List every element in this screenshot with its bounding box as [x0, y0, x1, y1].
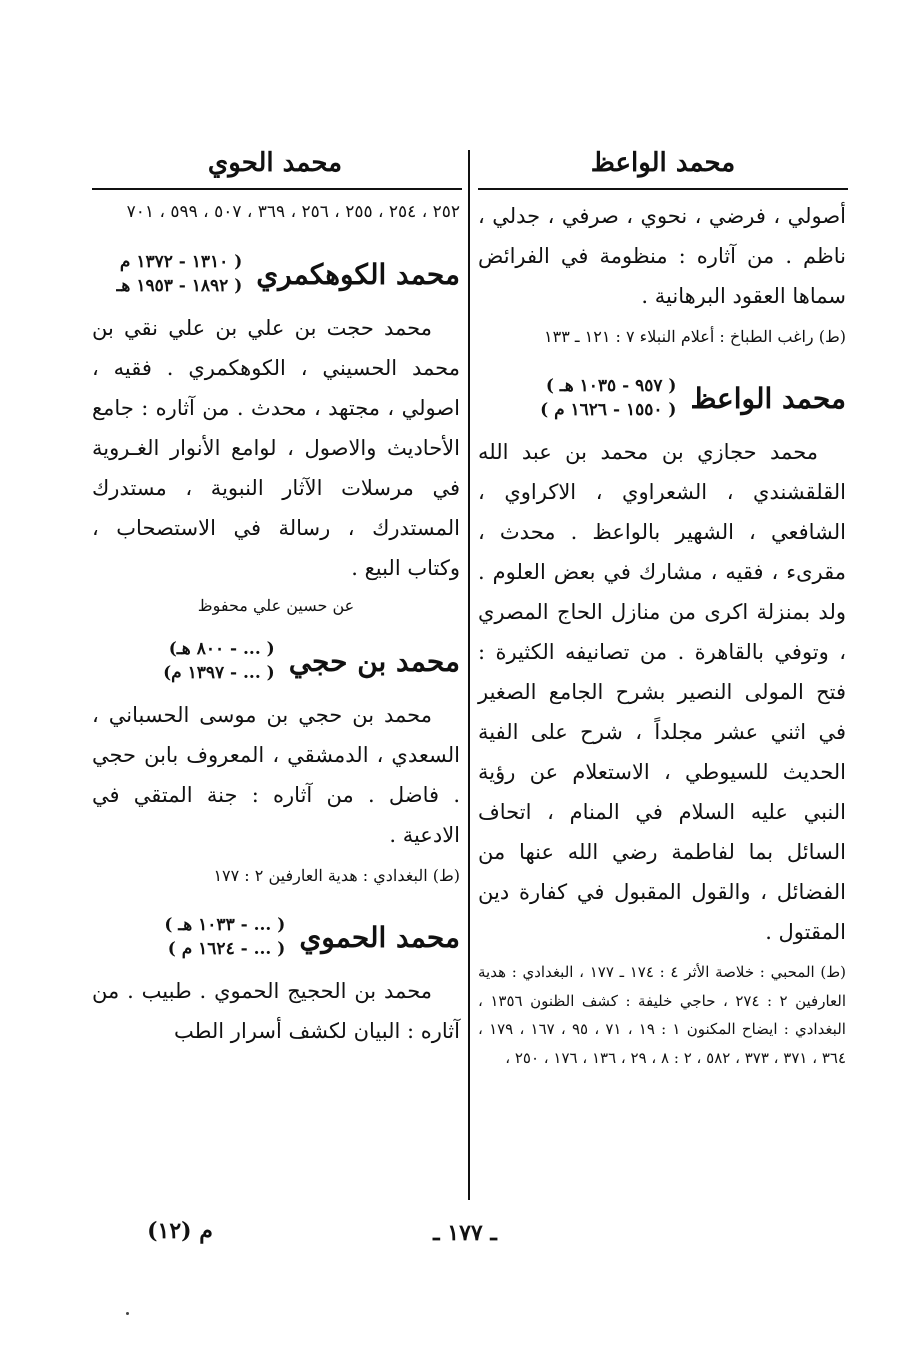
dates-hijri: ( ... - ١٠٣٣ هـ ): [164, 915, 286, 935]
right-header-rule: [478, 188, 848, 190]
dates-gregorian: ( ١٨٩٢ - ١٩٥٣ هـ: [116, 276, 243, 296]
entry-reference: (ط) البغدادي : هدية العارفين ٢ : ١٧٧: [213, 866, 460, 885]
entry-dates: [116, 250, 242, 298]
continued-reference: ٢٥٢ ، ٢٥٤ ، ٢٥٥ ، ٢٥٦ ، ٣٦٩ ، ٥٠٧ ، ٥٩٩ ، ٧٠١: [126, 202, 460, 222]
right-running-head: محمد الواعظ: [590, 148, 736, 178]
entry-dates: [163, 637, 275, 685]
entry-name: محمد بن حجي: [288, 644, 460, 678]
entry-body: محمد حجازي بن محمد بن عبد الله القلقشندي ، الشعراوي ، الاكراوي ، الشافعي ، الشهير بالواعظ . محدث ، مقرىء ، فقيه ، مشارك في بعض العلوم . ولد بمنزلة اكرى من منازل الحاج المصري ، وتوفي بالقاهرة . من تصانيفه الكثيرة : فتح المولى النصير بشرح الجامع الصغير في اثني عشر مجلداً ، شرح على الفية الحديث للسيوطي ، الاستعلام عن رؤية النبي عليه السلام في المنام ، اتحاف السائل بما لفاطمة رضي الله عنها من الفضائل ، والقول المقبول في كفارة دين المقتول .: [478, 440, 846, 944]
dates-gregorian: ( ١٥٥٠ - ١٦٢٦ م ): [540, 400, 677, 420]
left-running-head: محمد الحوي: [207, 148, 343, 178]
entry-heading: [92, 637, 460, 685]
entry-body: محمد بن حجي بن موسى الحسباني ، السعدي ، الدمشقي ، المعروف بابن حجي . فاضل . من آثاره : جنة المتقي في الادعية .: [92, 703, 460, 847]
entry-reference: (ط) المحبي : خلاصة الأثر ٤ : ١٧٤ ـ ١٧٧ ، البغدادي : هدية العارفين ٢ : ٢٧٤ ، حاجي خليفة : كشف الظنون ١٣٥٦ ، البغدادي : ايضاح المكنون ١ : ١٩ ، ٧١ ، ٩٥ ، ١٦٧ ، ١٧٩ ، ٣٦٤ ، ٣٧١ ، ٣٧٣ ، ٥٨٢ ، ٢ : ٨ ، ٢٩ ، ١٣٦ ، ١٧٦ ، ٢٥٠ ،: [478, 963, 847, 1067]
entry-name: محمد الكوهكمري: [256, 257, 460, 291]
continued-paragraph: أصولي ، فرضي ، نحوي ، صرفي ، جدلي ، ناظم . من آثاره : منظومة في الفرائض سماها العقود البرهانية .: [478, 204, 846, 308]
entry-body: محمد حجت بن علي بن علي نقي بن محمد الحسيني ، الكوهكمري . فقيه ، اصولي ، مجتهد ، محدث . من آثاره : جامع الأحاديث والاصول ، لوامع الأنوار الغـروية في مرسلات الآثار النبوية ، مستدرك المستدرك ، رسالة في الاستصحاب ، وكتاب البيع .: [92, 316, 460, 580]
entry-heading: [478, 374, 846, 422]
entry-heading: [92, 913, 460, 961]
entry-body: محمد بن الحجيج الحموي . طبيب . من آثاره : البيان لكشف أسرار الطب: [92, 979, 460, 1043]
entry-name: محمد الحموي: [299, 920, 460, 954]
dates-hijri: ( ٩٥٧ - ١٠٣٥ هـ ): [545, 376, 677, 396]
dates-hijri: ( ١٣١٠ - ١٣٧٢ م: [119, 252, 243, 272]
continued-reference: (ط) راغب الطباخ : أعلام النبلاء ٧ : ١٢١ ـ ١٣٣: [544, 327, 846, 346]
dates-hijri: ( ... - ٨٠٠ هـ): [168, 639, 275, 659]
left-header-rule: [92, 188, 462, 190]
entry-name: محمد الواعظ: [690, 381, 846, 415]
entry-signature: عن حسين علي محفوظ: [197, 596, 355, 615]
entry-dates: [540, 374, 676, 422]
column-divider: [468, 150, 470, 1200]
left-column: [92, 196, 460, 1051]
scan-speck: [126, 1312, 129, 1315]
signature-mark: م (١٢): [147, 1218, 213, 1244]
entry-dates: [164, 913, 285, 961]
entry-heading: [92, 250, 460, 298]
page-number: ـ ١٧٧ ـ: [433, 1220, 497, 1246]
right-column: [478, 196, 846, 1072]
dates-gregorian: ( ... - ١٣٩٧ م): [163, 663, 275, 683]
dates-gregorian: ( ... - ١٦٢٤ م ): [167, 939, 286, 959]
